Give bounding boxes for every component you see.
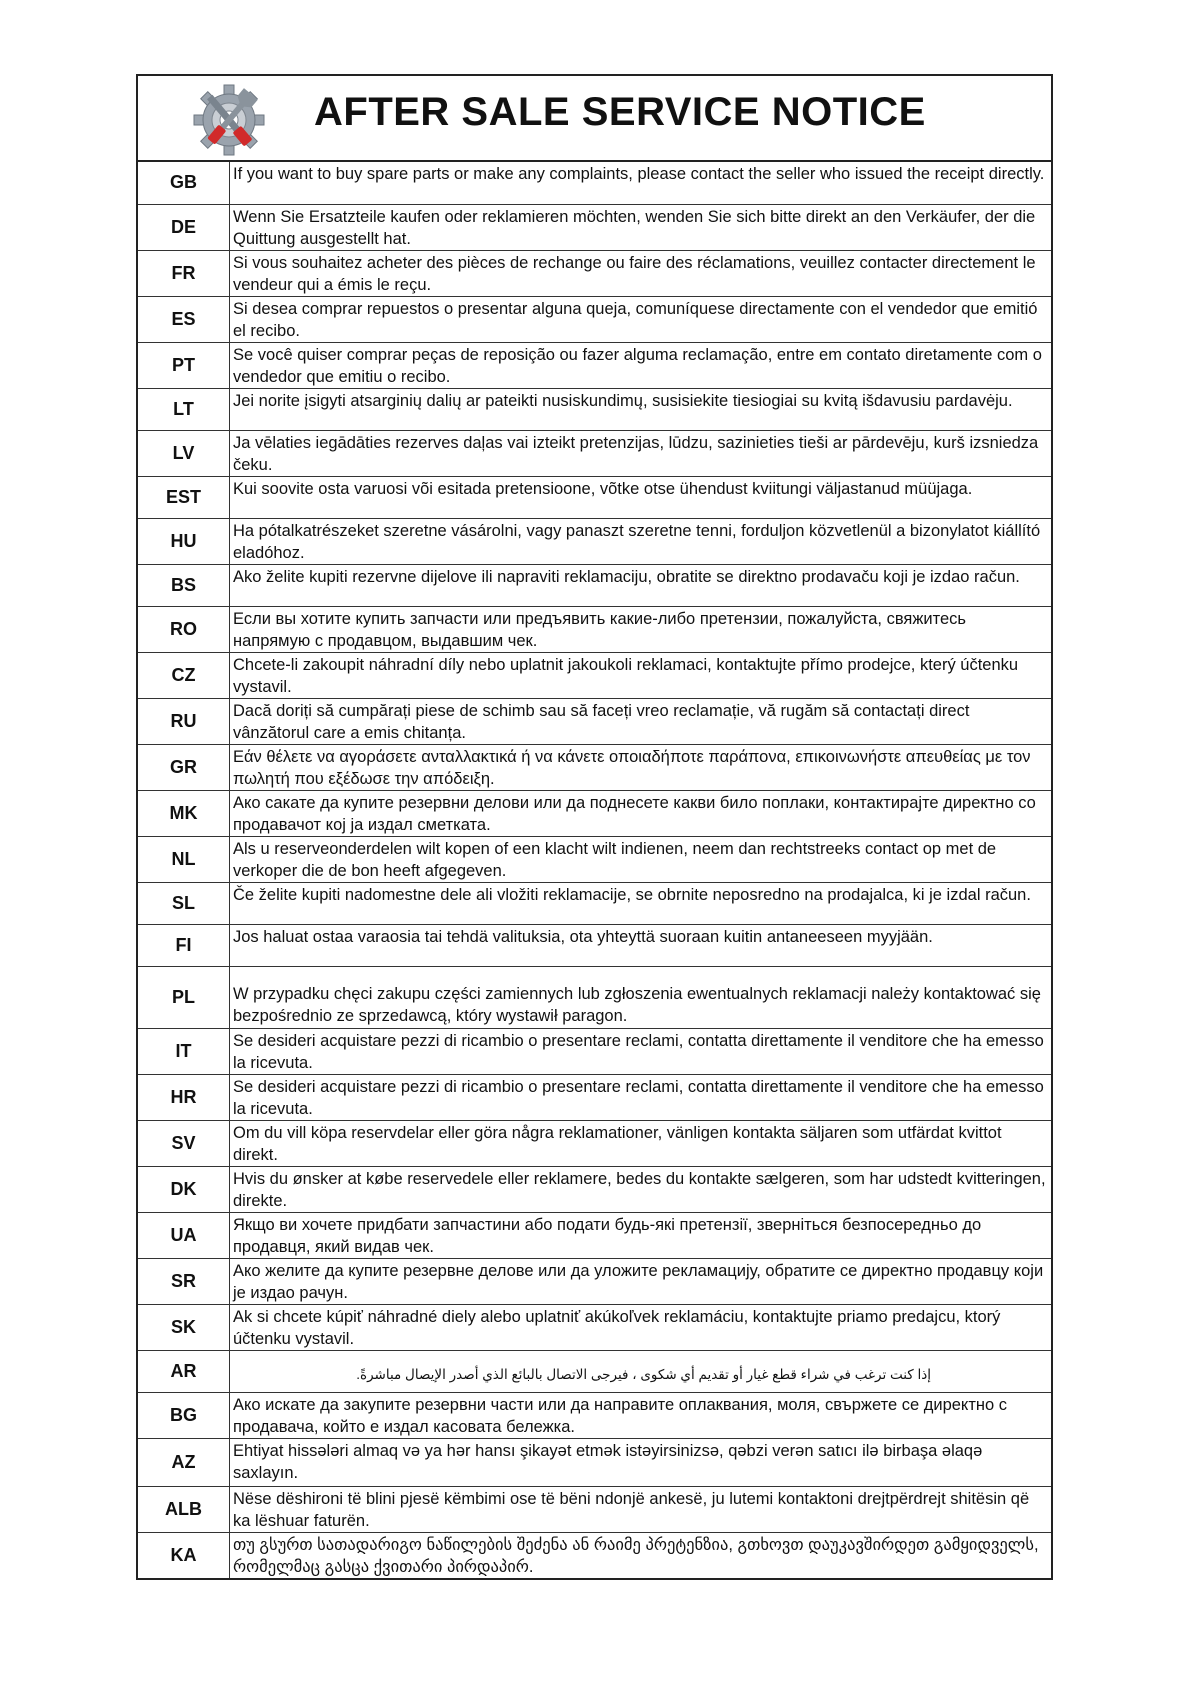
notice-text: If you want to buy spare parts or make any complaints, please contact the seller who issued the receipt directly. (233, 165, 1045, 183)
notice-text: Ak si chcete kúpiť náhradné diely alebo uplatniť akúkoľvek reklamáciu, kontaktujte priamo predajcu, ktorý účtenku vystavil. (230, 1304, 1052, 1350)
table-row (138, 698, 1051, 744)
table-row (138, 790, 1051, 836)
language-code: KA (138, 1532, 230, 1578)
table-row (138, 564, 1051, 606)
language-code: BG (138, 1392, 230, 1438)
language-code: UA (138, 1212, 230, 1258)
language-code: SL (138, 882, 230, 924)
language-code: GB (138, 162, 230, 204)
language-code: LV (138, 430, 230, 476)
notice-text: Se desideri acquistare pezzi di ricambio o presentare reclami, contatta direttamente il venditore che ha emesso la ricevuta. (230, 1074, 1052, 1120)
table-row (138, 162, 1051, 204)
notice-text: Jos haluat ostaa varaosia tai tehdä valituksia, ota yhteyttä suoraan kuitin antaneeseen myyjään. (230, 924, 1052, 966)
language-code: PT (138, 342, 230, 388)
language-code: RU (138, 698, 230, 744)
language-code: HR (138, 1074, 230, 1120)
table-row (138, 250, 1051, 296)
language-code: SR (138, 1258, 230, 1304)
notice-text: Ако желите да купите резервне делове или да уложите рекламацију, обратите се директно продавцу који је издао рачун. (230, 1258, 1052, 1304)
notice-text: Om du vill köpa reservdelar eller göra några reklamationer, vänligen kontakta säljaren som utfärdat kvittot direkt. (230, 1120, 1052, 1166)
language-code: MK (138, 790, 230, 836)
notice-text: إذا كنت ترغب في شراء قطع غيار أو تقديم أي شكوى ، فيرجى الاتصال بالبائع الذي أصدر الإيصال مباشرةً. (230, 1350, 1052, 1392)
language-code: CZ (138, 652, 230, 698)
table-row (138, 342, 1051, 388)
language-code: LT (138, 388, 230, 430)
notice-text: Ja vēlaties iegādāties rezerves daļas vai izteikt pretenzijas, lūdzu, sazinieties tieši ar pārdevēju, kurš izsniedza čeku. (230, 430, 1052, 476)
table-row (138, 204, 1051, 250)
notice-text: Se desideri acquistare pezzi di ricambio o presentare reclami, contatta direttamente il venditore che ha emesso la ricevuta. (230, 1028, 1052, 1074)
language-code: FR (138, 250, 230, 296)
table-row (138, 1532, 1051, 1578)
notice-text: W przypadku chęci zakupu części zamiennych lub zgłoszenia ewentualnych reklamacji należy kontaktować się bezpośrednio ze sprzedawcą, który wystawił paragon. (230, 966, 1052, 1028)
notice-text: თუ გსურთ სათადარიგო ნაწილების შეძენა ან რაიმე პრეტენზია, გთხოვთ დაუკავშირდეთ გამყიდველს, რომელმაც გასცა ქვითარი პირდაპირ. (230, 1532, 1052, 1578)
table-row (138, 744, 1051, 790)
language-code: BS (138, 564, 230, 606)
notice-text: Ehtiyat hissələri almaq və ya hər hansı şikayət etmək istəyirsinizsə, qəbzi verən satıcı ilə birbaşa əlaqə saxlayın. (230, 1438, 1052, 1486)
table-row (138, 476, 1051, 518)
language-code: HU (138, 518, 230, 564)
notice-text: Если вы хотите купить запчасти или предъявить какие-либо претензии, пожалуйста, свяжитесь напрямую с продавцом, выдавшим чек. (230, 606, 1052, 652)
language-code: PL (138, 966, 230, 1028)
notice-text: Če želite kupiti nadomestne dele ali vložiti reklamacije, se obrnite neposredno na prodajalca, ki je izdal račun. (230, 882, 1052, 924)
notice-header (138, 76, 1051, 162)
table-row (138, 1074, 1051, 1120)
table-row (138, 296, 1051, 342)
table-row (138, 836, 1051, 882)
notice-text: Εάν θέλετε να αγοράσετε ανταλλακτικά ή να κάνετε οποιαδήποτε παράπονα, επικοινωνήστε απευθείας με τον πωλητή που εξέδωσε την απόδειξη. (230, 744, 1052, 790)
table-row (138, 518, 1051, 564)
notice-sheet (136, 74, 1053, 1580)
notice-text: Nëse dëshironi të blini pjesë këmbimi ose të bëni ndonjë ankesë, ju lutemi kontaktoni drejtpërdrejt shitësin që ka lëshuar faturën. (230, 1486, 1052, 1532)
notice-text: Se você quiser comprar peças de reposição ou fazer alguma reclamação, entre em contato diretamente com o vendedor que emitiu o recibo. (230, 342, 1052, 388)
language-code: FI (138, 924, 230, 966)
language-code: EST (138, 476, 230, 518)
table-row (138, 652, 1051, 698)
gear-with-tools-icon (186, 82, 272, 156)
notice-text: Als u reserveonderdelen wilt kopen of een klacht wilt indienen, neem dan rechtstreeks contact op met de verkoper die de bon heeft afgegeven. (230, 836, 1052, 882)
notice-text: Ако искате да закупите резервни части или да направите оплаквания, моля, свържете се директно с продавача, който е издал касовата бележка. (230, 1392, 1052, 1438)
table-row (138, 1028, 1051, 1074)
table-row (138, 882, 1051, 924)
table-row (138, 1212, 1051, 1258)
notice-text: Якщо ви хочете придбати запчастини або подати будь-які претензії, зверніться безпосередньо до продавця, який видав чек. (230, 1212, 1052, 1258)
table-row (138, 966, 1051, 1028)
notice-text: Ако сакате да купите резервни делови или да поднесете какви било поплаки, контактирајте директно со продавачот кој ја издал сметката. (230, 790, 1052, 836)
table-row (138, 1486, 1051, 1532)
language-code: IT (138, 1028, 230, 1074)
table-row (138, 1392, 1051, 1438)
table-row (138, 606, 1051, 652)
notice-text: Si desea comprar repuestos o presentar alguna queja, comuníquese directamente con el vendedor que emitió el recibo. (230, 296, 1052, 342)
language-code: ES (138, 296, 230, 342)
notice-text: Jei norite įsigyti atsarginių dalių ar pateikti nusiskundimų, susisiekite tiesiogiai su kvitą išdavusiu pardavėju. (230, 388, 1052, 430)
table-row (138, 1120, 1051, 1166)
language-code: AR (138, 1350, 230, 1392)
notice-text: Kui soovite osta varuosi või esitada pretensioone, võtke otse ühendust kviitungi väljastanud müüjaga. (230, 476, 1052, 518)
notice-text: Si vous souhaitez acheter des pièces de rechange ou faire des réclamations, veuillez contacter directement le vendeur qui a émis le reçu. (230, 250, 1052, 296)
language-code: AZ (138, 1438, 230, 1486)
language-code: SK (138, 1304, 230, 1350)
language-code: RO (138, 606, 230, 652)
language-code: DK (138, 1166, 230, 1212)
table-row (138, 1350, 1051, 1392)
notice-text: Chcete-li zakoupit náhradní díly nebo uplatnit jakoukoli reklamaci, kontaktujte přímo prodejce, který účtenku vystavil. (230, 652, 1052, 698)
notice-text: Hvis du ønsker at købe reservedele eller reklamere, bedes du kontakte sælgeren, som har udstedt kvitteringen, direkte. (230, 1166, 1052, 1212)
notice-text: Wenn Sie Ersatzteile kaufen oder reklamieren möchten, wenden Sie sich bitte direkt an den Verkäufer, der die Quittung ausgestellt hat. (230, 204, 1052, 250)
notice-text: Dacă doriți să cumpărați piese de schimb sau să faceți vreo reclamație, vă rugăm să contactați direct vânzătorul care a emis chitanța. (230, 698, 1052, 744)
language-notice-table (138, 162, 1051, 1578)
language-code: SV (138, 1120, 230, 1166)
table-row (138, 388, 1051, 430)
page-title: AFTER SALE SERVICE NOTICE (314, 90, 926, 134)
table-row (138, 1304, 1051, 1350)
language-code: ALB (138, 1486, 230, 1532)
table-row (138, 1258, 1051, 1304)
notice-text: Ako želite kupiti rezervne dijelove ili napraviti reklamaciju, obratite se direktno prodavaču koji je izdao račun. (230, 564, 1052, 606)
language-code: DE (138, 204, 230, 250)
table-row (138, 430, 1051, 476)
table-row (138, 1166, 1051, 1212)
table-row (138, 1438, 1051, 1486)
language-code: NL (138, 836, 230, 882)
notice-text: Ha pótalkatrészeket szeretne vásárolni, vagy panaszt szeretne tenni, forduljon közvetlenül a bizonylatot kiállító eladóhoz. (230, 518, 1052, 564)
table-row (138, 924, 1051, 966)
language-code: GR (138, 744, 230, 790)
